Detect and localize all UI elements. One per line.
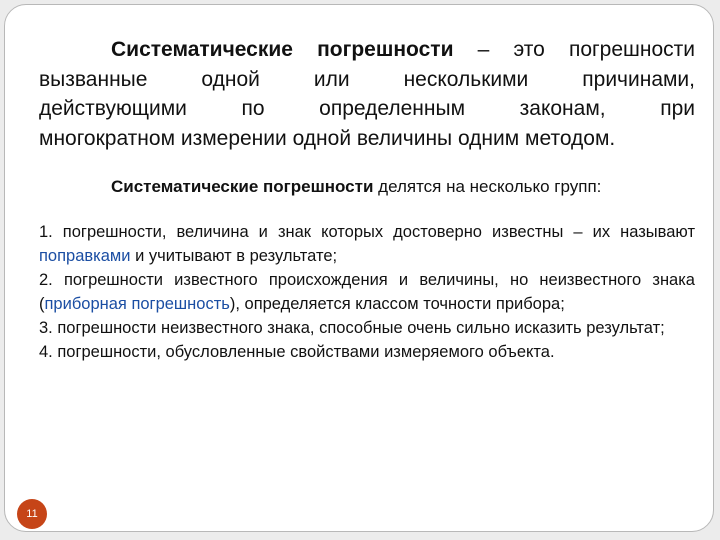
groups-intro: Систематические погрешности делятся на несколько групп:	[111, 177, 602, 196]
list-item: 2. погрешности известного происхождения и величины, но неизвестного знака (приборная погрешность), определяется классом точности прибора;	[39, 271, 695, 313]
list-item: 4. погрешности, обусловленные свойствами измеряемого объекта.	[39, 343, 555, 361]
term-link-corrections[interactable]: поправками	[39, 247, 131, 265]
definition-paragraph	[39, 35, 695, 153]
term-link-instrument-error[interactable]: приборная погрешность	[44, 295, 230, 313]
definition-line-3: действующими по определенным законам, при	[39, 97, 695, 120]
slide-number-badge: 11	[17, 499, 47, 529]
intro-term-bold: Систематические погрешности	[111, 177, 374, 196]
slide	[4, 4, 714, 532]
groups-list	[39, 220, 695, 364]
list-item: 1. погрешности, величина и знак которых достоверно известны – их называют поправками и учитывают в результате;	[39, 223, 695, 265]
definition-line-2: вызванные одной или несколькими причинами,	[39, 67, 695, 91]
list-item: 3. погрешности неизвестного знака, способные очень сильно исказить результат;	[39, 319, 665, 337]
definition-line-1: Систематические погрешности – это погрешности	[111, 38, 695, 61]
term-bold: Систематические погрешности	[111, 38, 454, 61]
definition-line-4: многократном измерении одной величины одним методом.	[39, 126, 616, 150]
